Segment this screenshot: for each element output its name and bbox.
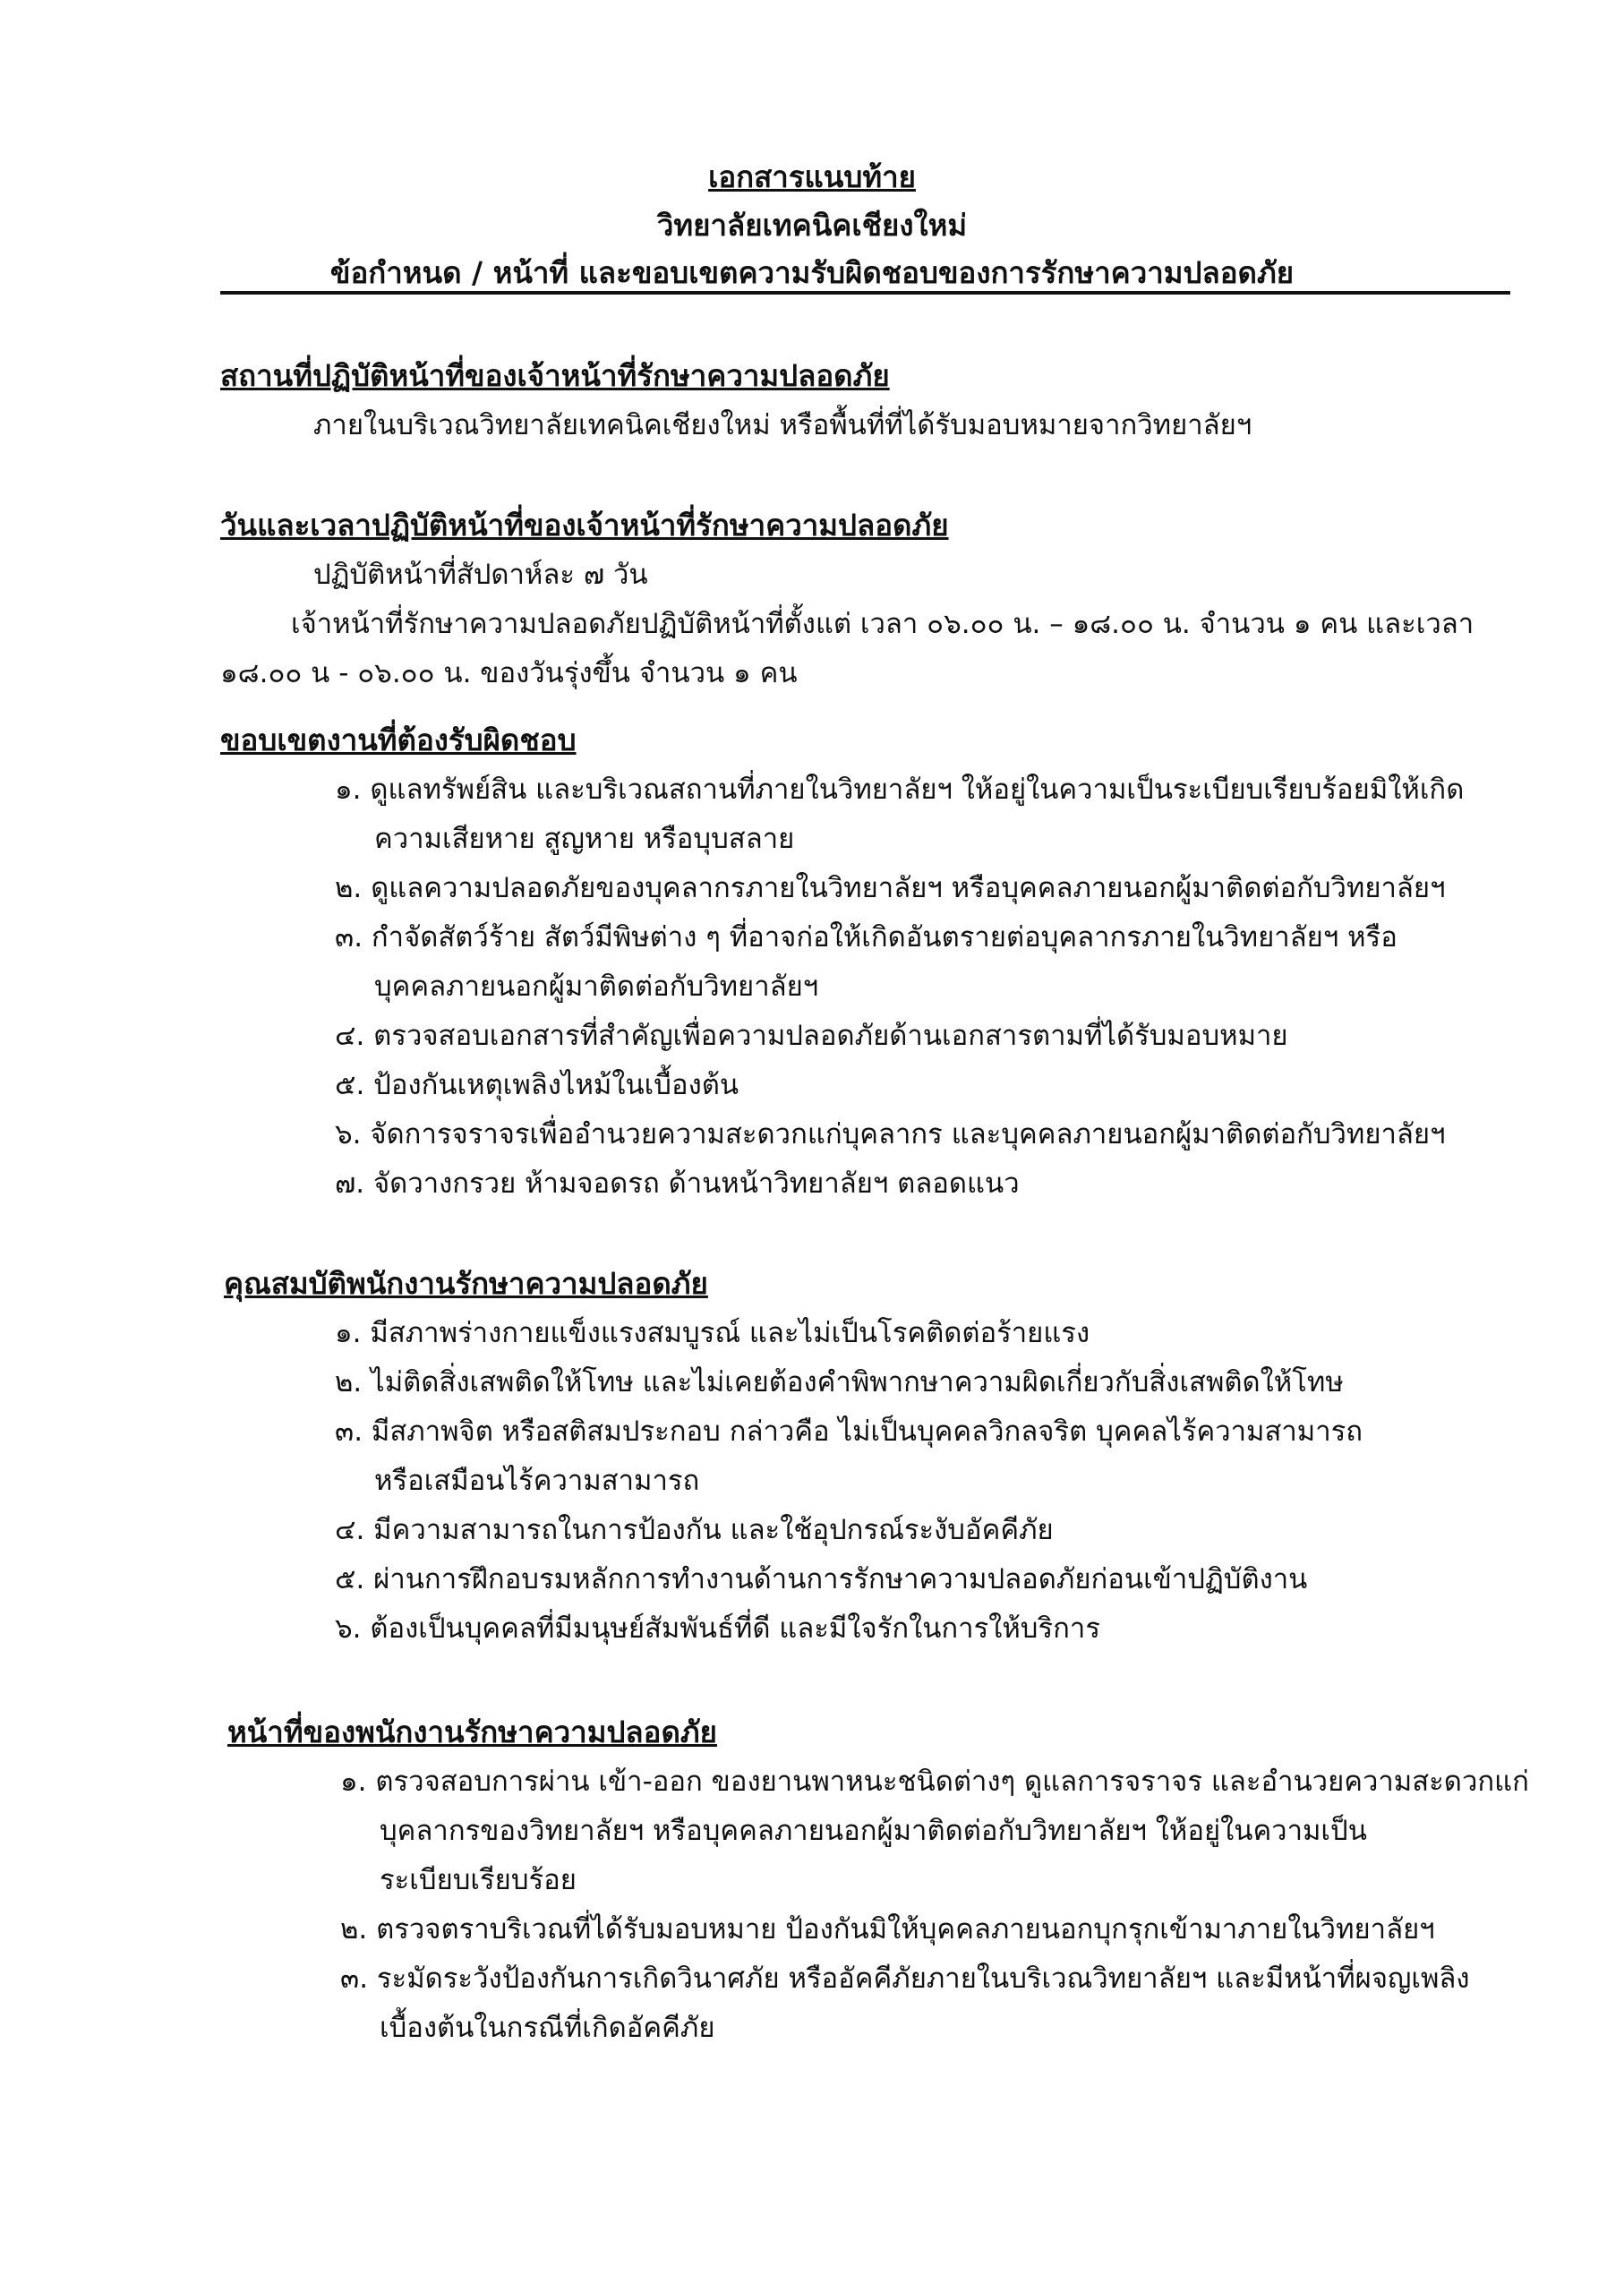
schedule-line-3: ๑๘.๐๐ น - ๐๖.๐๐ น. ของวันรุ่งขึ้น จำนวน ๑ คน — [220, 657, 798, 689]
duty-item-1-cont-b: ระเบียบเรียบร้อย — [380, 1864, 577, 1896]
schedule-line-1: ปฏิบัติหน้าที่สัปดาห์ละ ๗ วัน — [313, 559, 648, 591]
qualification-item-3: ๓. มีสภาพจิต หรือสติสมประกอบ กล่าวคือ ไม่เป็นบุคคลวิกลจริต บุคคลไร้ความสามารถ — [335, 1415, 1363, 1448]
section-heading-location: สถานที่ปฏิบัติหน้าที่ของเจ้าหน้าที่รักษาความปลอดภัย — [220, 358, 890, 393]
scope-item-1-cont: ความเสียหาย สูญหาย หรือบุบสลาย — [374, 823, 795, 855]
section-heading-schedule: วันและเวลาปฏิบัติหน้าที่ของเจ้าหน้าที่รักษาความปลอดภัย — [220, 508, 949, 543]
schedule-line-2: เจ้าหน้าที่รักษาความปลอดภัยปฏิบัติหน้าที่ตั้งแต่ เวลา ๐๖.๐๐ น. – ๑๘.๐๐ น. จำนวน ๑ คน และเวลา — [291, 608, 1474, 640]
duty-item-3: ๓. ระมัดระวังป้องกันการเกิดวินาศภัย หรืออัคคีภัยภายในบริเวณวิทยาลัยฯ และมีหน้าที่ผจญเพลิง — [340, 1963, 1470, 1995]
duty-item-1: ๑. ตรวจสอบการผ่าน เข้า-ออก ของยานพาหนะชนิดต่างๆ ดูแลการจราจร และอำนวยความสะดวกแก่ — [340, 1766, 1529, 1798]
qualification-item-4: ๔. มีความสามารถในการป้องกัน และใช้อุปกรณ์ระงับอัคคีภัย — [335, 1514, 1054, 1546]
scope-item-1: ๑. ดูแลทรัพย์สิน และบริเวณสถานที่ภายในวิทยาลัยฯ ให้อยู่ในความเป็นระเบียบเรียบร้อยมิให้เกิด — [335, 774, 1465, 806]
scope-item-3: ๓. กำจัดสัตว์ร้าย สัตว์มีพิษต่าง ๆ ที่อาจก่อให้เกิดอันตรายต่อบุคลากรภายในวิทยาลัยฯ หรือ — [335, 921, 1397, 954]
section-heading-scope: ขอบเขตงานที่ต้องรับผิดชอบ — [220, 723, 577, 757]
document-subject: ข้อกำหนด / หน้าที่ และขอบเขตความรับผิดชอบของการรักษาความปลอดภัย — [329, 255, 1295, 290]
header-divider — [220, 291, 1510, 295]
section-heading-duties: หน้าที่ของพนักงานรักษาความปลอดภัย — [227, 1715, 717, 1749]
scope-item-6: ๖. จัดการจราจรเพื่ออำนวยความสะดวกแก่บุคลากร และบุคคลภายนอกผู้มาติดต่อกับวิทยาลัยฯ — [335, 1118, 1446, 1150]
scope-item-7: ๗. จัดวางกรวย ห้ามจอดรถ ด้านหน้าวิทยาลัยฯ ตลอดแนว — [335, 1167, 1020, 1200]
document-title-text: เอกสารแนบท้าย — [708, 159, 916, 194]
location-text: ภายในบริเวณวิทยาลัยเทคนิคเชียงใหม่ หรือพื้นที่ที่ได้รับมอบหมายจากวิทยาลัยฯ — [313, 409, 1252, 441]
scope-item-4: ๔. ตรวจสอบเอกสารที่สำคัญเพื่อความปลอดภัยด้านเอกสารตามที่ได้รับมอบหมาย — [335, 1020, 1288, 1052]
duty-item-1-cont-a: บุคลากรของวิทยาลัยฯ หรือบุคคลภายนอกผู้มาติดต่อกับวิทยาลัยฯ ให้อยู่ในความเป็น — [380, 1815, 1367, 1847]
qualification-item-3-cont: หรือเสมือนไร้ความสามารถ — [374, 1465, 700, 1497]
section-heading-qualifications: คุณสมบัติพนักงานรักษาความปลอดภัย — [224, 1266, 708, 1301]
document-title — [0, 158, 1624, 197]
scope-item-3-cont: บุคคลภายนอกผู้มาติดต่อกับวิทยาลัยฯ — [374, 971, 819, 1003]
qualification-item-5: ๕. ผ่านการฝึกอบรมหลักการทำงานด้านการรักษาความปลอดภัยก่อนเข้าปฏิบัติงาน — [335, 1563, 1308, 1595]
qualification-item-2: ๒. ไม่ติดสิ่งเสพติดให้โทษ และไม่เคยต้องคำพิพากษาความผิดเกี่ยวกับสิ่งเสพติดให้โทษ — [335, 1366, 1344, 1398]
qualification-item-6: ๖. ต้องเป็นบุคคลที่มีมนุษย์สัมพันธ์ที่ดี และมีใจรักในการให้บริการ — [335, 1612, 1100, 1645]
duty-item-2: ๒. ตรวจตราบริเวณที่ได้รับมอบหมาย ป้องกันมิให้บุคคลภายนอกบุกรุกเข้ามาภายในวิทยาลัยฯ — [340, 1913, 1435, 1946]
scope-item-5: ๕. ป้องกันเหตุเพลิงไหม้ในเบื้องต้น — [335, 1069, 739, 1101]
institution-name: วิทยาลัยเทคนิคเชียงใหม่ — [656, 208, 968, 243]
duty-item-3-cont: เบื้องต้นในกรณีที่เกิดอัคคีภัย — [380, 2012, 715, 2044]
scope-item-2: ๒. ดูแลความปลอดภัยของบุคลากรภายในวิทยาลัยฯ หรือบุคคลภายนอกผู้มาติดต่อกับวิทยาลัยฯ — [335, 872, 1446, 904]
qualification-item-1: ๑. มีสภาพร่างกายแข็งแรงสมบูรณ์ และไม่เป็นโรคติดต่อร้ายแรง — [335, 1317, 1090, 1349]
